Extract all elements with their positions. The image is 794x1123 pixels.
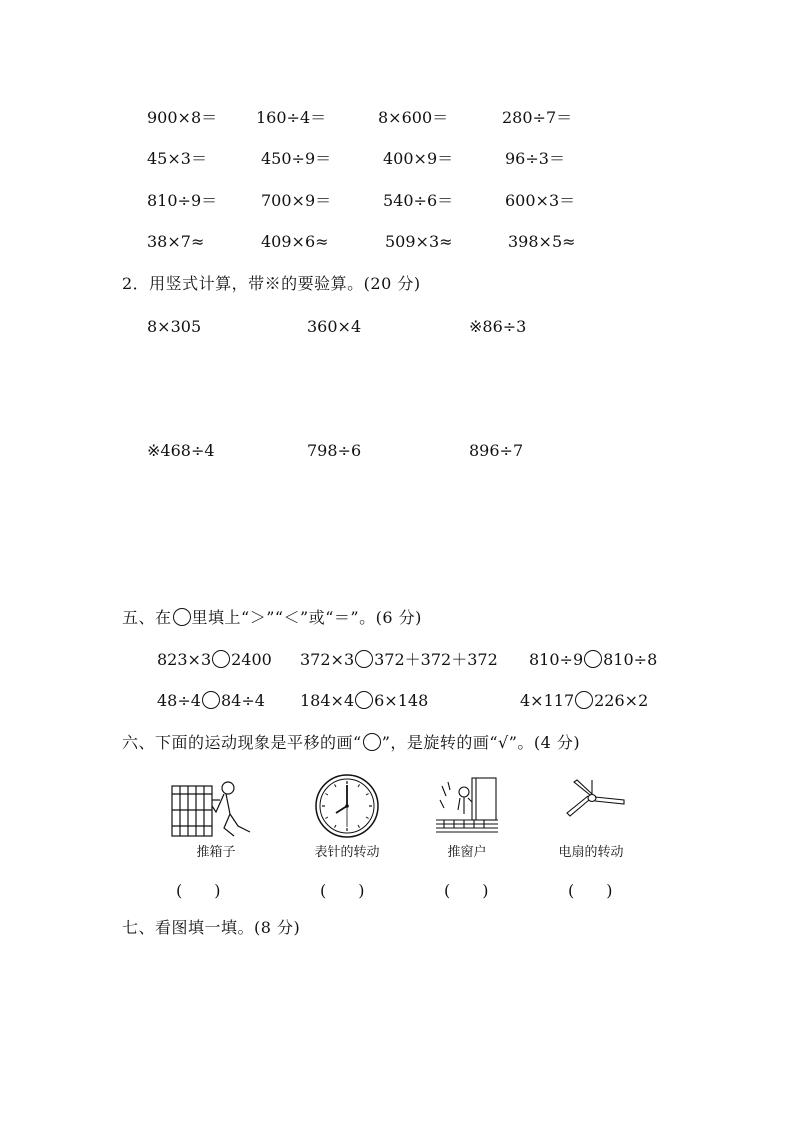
s7-title: 七、看图填一填。(8 分): [122, 918, 301, 937]
oral-item: 450÷9＝: [261, 149, 332, 168]
compare-left: 372×3: [300, 650, 355, 669]
vertical-calc-item: ※86÷3: [469, 317, 527, 336]
oral-item: 700×9＝: [261, 191, 332, 210]
oral-item: 810÷9＝: [147, 191, 218, 210]
circle-blank-icon: [173, 608, 191, 626]
compare-item: [157, 650, 272, 670]
ceiling-fan-icon: [562, 778, 628, 822]
compare-item: [157, 691, 265, 711]
compare-right: 372＋372＋372: [374, 650, 498, 669]
compare-right: 810÷8: [603, 650, 658, 669]
compare-left: 823×3: [157, 650, 212, 669]
oral-item: 400×9＝: [383, 149, 454, 168]
compare-item: [300, 650, 498, 670]
oral-item: 409×6≈: [261, 232, 329, 251]
compare-left: 4×117: [520, 691, 575, 710]
compare-circle[interactable]: [355, 691, 373, 709]
window-icon: [434, 774, 500, 836]
oral-item: 280÷7＝: [502, 108, 573, 127]
oral-item: 398×5≈: [508, 232, 576, 251]
oral-item: 509×3≈: [385, 232, 453, 251]
circle-mark-icon: [363, 733, 381, 751]
compare-right: 84÷4: [220, 691, 265, 710]
q2-title: 2．用竖式计算，带※的要验算。(20 分): [122, 274, 421, 293]
oral-item: 900×8＝: [147, 108, 218, 127]
answer-blank[interactable]: ( ): [568, 881, 613, 900]
compare-right: 6×148: [374, 691, 429, 710]
compare-circle[interactable]: [212, 650, 230, 668]
compare-left: 48÷4: [157, 691, 201, 710]
answer-blank[interactable]: ( ): [176, 881, 221, 900]
vertical-calc-item: 896÷7: [469, 441, 524, 460]
vertical-calc-item: 8×305: [147, 317, 202, 336]
caption-push-box: 推箱子: [196, 845, 236, 860]
s6-title-a: 六、下面的运动现象是平移的画“: [122, 733, 362, 752]
compare-item: [520, 691, 648, 711]
oral-item: 540÷6＝: [383, 191, 454, 210]
compare-left: 184×4: [300, 691, 355, 710]
caption-clock: 表针的转动: [314, 845, 380, 860]
caption-window: 推窗户: [447, 845, 487, 860]
s5-title-b: 里填上“＞”“＜”或“＝”。(6 分): [191, 608, 422, 627]
vertical-calc-item: 360×4: [307, 317, 362, 336]
compare-circle[interactable]: [575, 691, 593, 709]
vertical-calc-item: ※468÷4: [147, 441, 215, 460]
compare-item: [300, 691, 428, 711]
compare-right: 226×2: [594, 691, 649, 710]
compare-right: 2400: [231, 650, 272, 669]
s5-title: [122, 608, 422, 628]
compare-circle[interactable]: [584, 650, 602, 668]
oral-item: 600×3＝: [505, 191, 576, 210]
oral-item: 96÷3＝: [505, 149, 565, 168]
answer-blank[interactable]: ( ): [320, 881, 365, 900]
oral-item: 45×3＝: [147, 149, 207, 168]
pushing-box-icon: [168, 776, 264, 840]
s6-title: [122, 733, 580, 753]
s5-title-a: 五、在: [122, 608, 172, 627]
caption-fan: 电扇的转动: [558, 845, 624, 860]
oral-item: 8×600＝: [378, 108, 449, 127]
compare-left: 810÷9: [529, 650, 584, 669]
vertical-calc-item: 798÷6: [307, 441, 362, 460]
compare-item: [529, 650, 657, 670]
compare-circle[interactable]: [355, 650, 373, 668]
clock-icon: [314, 773, 380, 839]
oral-item: 160÷4＝: [256, 108, 327, 127]
compare-circle[interactable]: [202, 691, 220, 709]
answer-blank[interactable]: ( ): [444, 881, 489, 900]
s6-title-b: ”，是旋转的画“√”。(4 分): [381, 733, 581, 752]
oral-item: 38×7≈: [147, 232, 205, 251]
